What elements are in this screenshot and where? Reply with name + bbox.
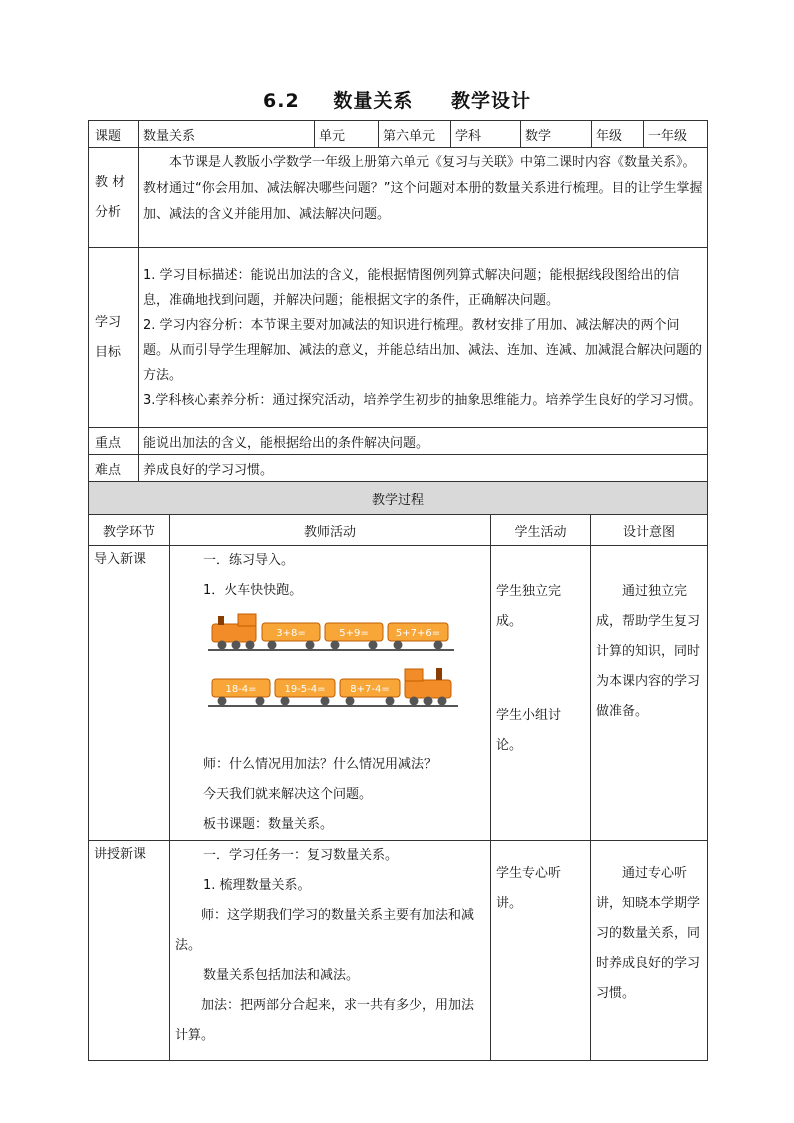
section-intro-row — [89, 546, 708, 841]
teacher-activity-intro — [170, 546, 491, 841]
title-suffix: 教学设计 — [450, 90, 531, 112]
analysis-cell — [139, 148, 708, 248]
teaching-process-table — [88, 481, 708, 1061]
train-image — [208, 608, 458, 714]
train-bottom-label-2: 19-5-4= — [284, 684, 326, 695]
column-stage: 教学环节 — [89, 515, 170, 546]
intent-intro-cell — [591, 546, 708, 841]
student-activity-intro — [491, 546, 591, 841]
student-intro-2: 学生小组讨论。 — [496, 708, 562, 753]
process-header: 教学过程 — [89, 482, 708, 515]
train-top-label-1: 3+8= — [276, 628, 306, 639]
new-line-4: 数量关系包括加法和减法。 — [203, 968, 360, 983]
goals-cell — [139, 248, 708, 428]
process-columns-row — [89, 515, 708, 546]
intent-intro: 通过独立完成，帮助学生复习计算的知识，同时为本课内容的学习做准备。 — [596, 584, 701, 719]
subject-value: 数学 — [521, 121, 592, 148]
grade-value: 一年级 — [644, 121, 708, 148]
analysis-label-line2: 分析 — [95, 204, 122, 220]
bottom-locomotive — [405, 668, 451, 706]
train-top-label-2: 5+9= — [339, 628, 369, 639]
train-illustration — [208, 608, 485, 714]
intro-line-4: 今天我们就来解决这个问题。 — [203, 787, 373, 802]
goals-label-line1: 学习 — [95, 314, 122, 330]
student-new: 学生专心听讲。 — [496, 866, 562, 911]
student-intro-1: 学生独立完成。 — [496, 584, 562, 629]
key-point-row — [89, 428, 708, 455]
column-student: 学生活动 — [491, 515, 591, 546]
grade-label: 年级 — [592, 121, 644, 148]
analysis-row — [89, 148, 708, 248]
train-bottom-label-1: 18-4= — [225, 684, 257, 695]
intent-new: 通过专心听讲，知晓本学期学习的数量关系，同时养成良好的学习习惯。 — [596, 866, 701, 1001]
difficult-point-text: 养成良好的学习习惯。 — [139, 455, 708, 482]
difficult-point-label: 难点 — [89, 455, 139, 482]
intro-line-2: 1．火车快快跑。 — [203, 583, 303, 598]
title-main: 数量关系 — [333, 90, 414, 112]
goals-label-line2: 目标 — [95, 344, 122, 360]
intro-line-5: 板书课题：数量关系。 — [203, 817, 334, 832]
stage-intro: 导入新课 — [89, 546, 170, 841]
analysis-label-line1: 教 材 — [95, 174, 126, 190]
intro-line-1: 一．练习导入。 — [203, 553, 295, 568]
analysis-label — [89, 148, 139, 248]
goals-row — [89, 248, 708, 428]
topic-value: 数量关系 — [139, 121, 315, 148]
key-point-text: 能说出加法的含义，能根据给出的条件解决问题。 — [139, 428, 708, 455]
lesson-info-table — [88, 120, 708, 482]
topic-label: 课题 — [89, 121, 139, 148]
difficult-point-row — [89, 455, 708, 482]
title-number: 6.2 — [263, 90, 300, 112]
unit-label: 单元 — [315, 121, 379, 148]
column-teacher: 教师活动 — [170, 515, 491, 546]
goal-item-3: 3.学科核心素养分析：通过探究活动，培养学生初步的抽象思维能力。培养学生良好的学习习惯。 — [143, 392, 702, 408]
document-title — [0, 86, 794, 113]
process-header-row — [89, 482, 708, 515]
top-locomotive — [212, 614, 256, 650]
new-line-5: 加法：把两部分合起来，求一共有多少，用加法计算。 — [175, 998, 475, 1043]
intro-line-3: 师：什么情况用加法？什么情况用减法？ — [203, 757, 438, 772]
goals-label — [89, 248, 139, 428]
train-top-label-3: 5+7+6= — [395, 628, 441, 639]
subject-label: 学科 — [451, 121, 521, 148]
intent-new-cell — [591, 841, 708, 1061]
train-bottom-label-3: 8+7-4= — [350, 684, 390, 695]
section-new-row — [89, 841, 708, 1061]
key-point-label: 重点 — [89, 428, 139, 455]
student-activity-new — [491, 841, 591, 1061]
stage-new: 讲授新课 — [89, 841, 170, 1061]
new-line-2: 1. 梳理数量关系。 — [203, 878, 311, 893]
goal-item-2: 2. 学习内容分析：本节课主要对加减法的知识进行梳理。教材安排了用加、减法解决的两个问题。从而引导学生理解加、减法的意义，并能总结出加、减法、连加、连减、加减混合解决问题的方法。 — [143, 317, 703, 383]
goal-item-1: 1. 学习目标描述：能说出加法的含义，能根据情图例列算式解决问题；能根据线段图给出的信息，准确地找到问题，并解决问题；能根据文字的条件，正确解决问题。 — [143, 267, 680, 308]
new-line-3: 师：这学期我们学习的数量关系主要有加法和减法。 — [175, 908, 475, 953]
teacher-activity-new — [170, 841, 491, 1061]
info-row — [89, 121, 708, 148]
new-line-1: 一．学习任务一：复习数量关系。 — [203, 848, 399, 863]
column-intent: 设计意图 — [591, 515, 708, 546]
unit-value: 第六单元 — [379, 121, 451, 148]
analysis-text: 本节课是人教版小学数学一年级上册第六单元《复习与关联》中第二课时内容《数量关系》。教材通过“你会用加、减法解决哪些问题？”这个问题对本册的数量关系进行梳理。目的让学生掌握加、减法的含义并能用加、减法解决问题。 — [143, 155, 703, 222]
